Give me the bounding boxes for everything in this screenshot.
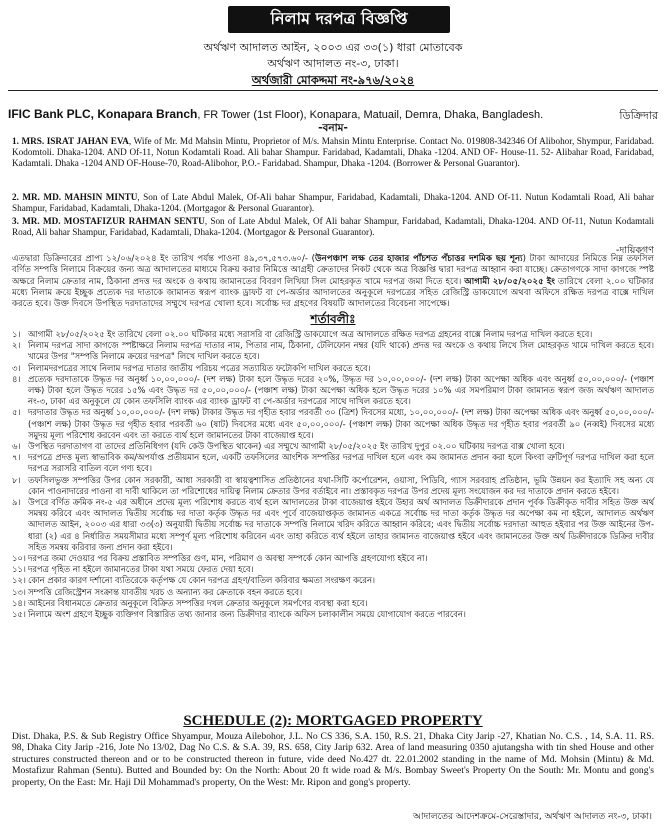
term-item — [12, 329, 654, 340]
term-text: দরপত্র গৃহিত না হইলে জামানতের টাকা যথা সময়ে ফেরত দেয়া হবে। — [28, 564, 254, 575]
term-text: দরপত্র জমা দেওয়ার পর বিক্রয় প্রস্তাবিত সম্পত্তির গুণ, মান, পরিমাণ ও অবস্থা সম্পর্কে কোন আপত্তি গ্রহণযোগ্য হইবে না। — [28, 553, 428, 564]
term-number: ১৫। — [12, 609, 26, 620]
defendant-details: , Son of Late Abdul Malek, Of Ali bahar Shampur, Faridabad, Kadamtali, Dhaka-1204. AND Of-11, Nutun Kodamtali Road, Ali bahar Shampur, Faridabad, Kadamtali, Dhaka-1204. (Mortgagor & Personal Guarantor). — [12, 216, 655, 237]
term-text: আগামী ২৮/০৫/২০২৫ ইং তারিখে বেলা ০২.০০ ঘটিকার মধ্যে সরাসরি বা রেজিস্ট্রি ডাকযোগে অত্র আদালতে রক্ষিত দরপত্র গ্রহনের বাক্সে নিলাম দরপত্র দাখিল করতে হবে। — [28, 329, 593, 339]
term-text: সম্পত্তি রেজিস্ট্রেশন সংক্রান্ত যাবতীয় খরচ ও অন্যান্য কর ক্রেতাকে বহন করতে হবে। — [28, 586, 303, 597]
term-item — [12, 441, 654, 452]
auction-notice — [8, 6, 658, 825]
term-number: ৬। — [12, 441, 21, 452]
defendant-name: MR. MD. MOSTAFIZUR RAHMAN SENTU — [22, 216, 205, 226]
intro-part: এতদ্বারা ডিক্রিদারের প্রাপ্য ১২/০৬/২০২৪ ইং তারিখ পর্যন্ত পাওনা ৪৯,৩৭,৫৭৩.৬০/- ( — [12, 254, 315, 264]
court-line: অর্থঋণ আদালত নং-৩, ঢাকা। — [267, 57, 399, 70]
intro-paragraph — [12, 254, 654, 310]
term-number: ১২। — [12, 575, 26, 586]
term-item — [12, 609, 654, 620]
law-line: অর্থঋণ আদালত আইন, ২০০৩ এর ৩৩(১) ধারা মোতাবেক — [203, 41, 463, 54]
term-text: দরদাতার উদ্ধৃত দর অনুর্ধ্ব ১০,০০,০০০/- (দশ লক্ষ) টাকার উদ্ধৃত দর গৃহীত হবার পরবর্তী ৩০ (ত্রিশ) দিবসের মধ্যে, ১০,০০,০০০/- (দশ লক্ষ) টাকা অপেক্ষা অধিক এবং অনুর্ধ্ব ৫০,০০,০০০/- (পঞ্চাশ লক্ষ) টাকা উদ্ধৃত দর গৃহীত হবার পরবর্তী ৬০ (ষাট) দিবসের মধ্যে এবং ৫০,০০,০০০/- (পঞ্চাশ লক্ষ) টাকা অপেক্ষা অধিক উদ্ধৃত দর গৃহীত হবার পরবর্তী ৯০ (নব্বই) দিবসের মধ্যে সমুদয় মূল্য পরিশোধ করবেন এবং তা করতে ব্যর্থ হলে জামানতের টাকা বাজেয়াপ্ত হবে। — [28, 407, 654, 440]
term-item — [12, 497, 654, 553]
notice-title: নিলাম দরপত্র বিজ্ঞপ্তি — [228, 6, 450, 33]
term-number: ১৩। — [12, 586, 26, 597]
term-number: ১। — [12, 329, 21, 339]
term-item — [12, 598, 654, 609]
term-number: ১০। — [12, 553, 26, 564]
term-text: নিলামদরপত্রের সাথে নিলাম দরপত্র দাতার জাতীয় পরিচয় পত্রের সত্যায়িত ফটোকপি দাখিল করতে হবে। — [28, 362, 371, 373]
term-item — [12, 587, 654, 598]
term-number: ৭। — [12, 452, 21, 463]
term-number: ৪। — [12, 373, 21, 384]
defendant-name: MRS. ISRAT JAHAN EVA — [21, 136, 129, 146]
term-number: ৮। — [12, 474, 21, 485]
term-text: নিলাম দরপত্র সাদা কাগজে স্পষ্টাক্ষরে নিলাম দরপত্র দাতার নাম, পিতার নাম, ঠিকানা, টেলিফোন নম্বর (যদি থাকে) প্রদত্ত দর অংকে ও কথায় লিখে সিল মোহরকৃত খামে দাখিল করতে হবে। খামের উপর "সম্পত্তি নিলামে ক্রয়ের দরপত্র" লিখে দাখিল করতে হবে। — [28, 340, 654, 362]
defendant-2 — [12, 192, 654, 214]
defendant-number: 3. — [12, 216, 19, 226]
term-item — [12, 452, 654, 474]
defendant-number: 2. — [12, 192, 19, 202]
intro-part: তারিখে বেলা ২.০০ ঘটিকার মধ্যে নিলাম ক্রয়ে ইচ্ছুক প্রত্যেক দর দাতাকে জামানত স্বরূপ ব্যাংক ড্রাফট বা পে-অর্ডার আদালতের অনুকূলে দরপত্রের সহিত রেজিস্ট্রি ডাকযোগে অথবা অফিসে রক্ষিত দরপত্র বাক্সে দাখিল করতে হবে। উক্ত দিবসে উপস্থিত দরদাতাদের সম্মুখে দরপত্র খোলা হবে। সর্বোচ্চ দর গ্রহণের বিষয়টি আদালতের বিবেচনা সাপেক্ষে। — [12, 276, 654, 310]
term-text: উপস্থিত দরদাতাগণ বা তাদের প্রতিনিধিগণ (যদি কেউ উপস্থিত থাকেন) এর সম্মুখে আগামী ২৮/০৫/২০২৫ ইং তারিখ দুপুর ০২.০০ ঘটিকায় দরপত্র বাক্স খোলা হবে। — [28, 441, 565, 452]
defendant-number: 1. — [12, 136, 19, 146]
term-text: প্রত্যেক দরদাতাকে উদ্ধৃত দর অনুর্ধ্ব ১০,০০,০০০/- (দশ লক্ষ) টাকা হলে উদ্ধৃত দরের ২০%, উদ্ধৃত দর ১০,০০,০০০/- (দশ লক্ষ) টাকা অপেক্ষা অধিক এবং অনুর্ধ্ব ৫০,০০,০০০/- (পঞ্চাশ লক্ষ) টাকা হলে উদ্ধৃত দরের ১৫% এবং উদ্ধৃত দর ৫০,০০,০০০/- (পঞ্চাশ লক্ষ) টাকা অপেক্ষা অধিক হলে উদ্ধৃত দরের ১০% এর সমপরিমাণ টাকা জামানত স্বরূপ জজ অর্থঋণ আদালত নং-৩, ঢাকা এর অনুকূলে যে কোন তফসিলি ব্যাংক এর ব্যাংক ড্রাফট বা পে-অর্ডার দরপত্রের সাথে দাখিল করতে হবে। — [28, 373, 654, 407]
term-item — [12, 564, 654, 575]
defendant-details: , Son of Late Abdul Malek, Of-Ali bahar Shampur, Faridabad, Kadamtali, Dhaka-1204. AND Of-11. Nutun Kodamtali Road, Ali bahar Shampur, Faridabad, Kadamtali, Dhaka-1204. (Mortgagor & Personal Guarantor). — [12, 192, 655, 213]
term-text: আইনের বিধানমতে ক্রেতার অনুকূলে বিক্রিত সম্পত্তির দখল ক্রেতার অনুকূলে সমর্পণের ব্যবস্থা করা হবে। — [28, 597, 368, 608]
divider — [8, 90, 658, 91]
plaintiff-bank: IFIC Bank PLC, Konapara Branch — [8, 107, 198, 121]
term-number: ১৪। — [12, 597, 26, 608]
term-number: ৫। — [12, 407, 21, 418]
term-item — [12, 363, 654, 374]
term-item — [12, 575, 654, 586]
amount-in-words: উনপঞ্চাশ লক্ষ তের হাজার পাঁচশত পঁচাত্তর দশমিক ছয় শূন্য — [314, 254, 523, 264]
defendant-1 — [12, 136, 654, 169]
plaintiff-address: , FR Tower (1st Floor), Konapara, Matuail, Demra, Dhaka, Bangladesh. — [197, 109, 544, 121]
schedule-text: Dist. Dhaka, P.S. & Sub Registry Office Shyampur, Mouza Ailebohor, J.L. No CS 336, S.A. 150, R.S. 21, Dhaka City Jarip -27, Khatian No. C.S. , 14, S.A. 11. RS. 98, Dhaka City Jarip -216, Jote No 13/02, Dag No C.S. & S.A. 39, RS. 658, City Jarip 632. Area of land measuring 0350 ajutangsha with tin shed House and other structures constructed thereon and or to be constructed thereon in future, vide deed No.427 dt. 22.01.2002 standing in the name of Md. Mohsin (Mintu) & Md. Mostafizur Rahman (Sentu). Butted and Bounded by: On the North: About 20 ft wide road & M/s. Bombay Sweet's Property On the South: Mr. Montu and gong's property, On the East: Mr. Haji Dil Mohammad's property, On the West: Mr. Ripon and gong's property. — [12, 731, 654, 788]
term-text: কোন প্রকার কারণ দর্শানো ব্যতিরেকে কর্তৃপক্ষ যে কোন দরপত্র গ্রহণ/বাতিল করিবার ক্ষমতা সংরক্ষণ করেন। — [28, 575, 375, 586]
versus-label: -বনাম- — [318, 122, 348, 134]
term-item — [12, 553, 654, 564]
footer-signature: আদালতের আদেশক্রমে-সেরেস্তাদার, অর্থঋণ আদালত নং-৩, ঢাকা। — [413, 812, 652, 822]
term-item — [12, 374, 654, 408]
terms-title: শর্তাবলীঃ — [310, 312, 356, 326]
term-number: ২। — [12, 340, 21, 351]
term-item — [12, 340, 654, 362]
term-text: নিলামে অংশ গ্রহণে ইচ্ছুক ব্যক্তিগণ বিস্তারিত তথ্য জানার জন্য ডিক্রীদার ব্যাংকে অফিস চলাকালীন সময়ে যোগাযোগ করতে পারবেন। — [28, 609, 466, 620]
term-text: দরপত্রে প্রদত্ত মূল্য স্বাভাবিক কম/অপর্যাপ্ত প্রতীয়মান হলে, একটি তফসিলের আংশিক সম্পত্তির দরপত্র দাখিল হলে এবং কম জামানত প্রদান করা হলে কিংবা ত্রুটিপূর্ণ দরপত্র দাখিল করা হলে দরপত্র সরাসরি বাতিল বলে গণ্য হবে। — [28, 452, 654, 474]
defendant-name: MR. MD. MAHSIN MINTU — [22, 192, 138, 202]
term-number: ১১। — [12, 564, 26, 575]
term-text: উপরে বর্ণিত ক্রমিক নং-৫ এর অধীনে প্রদেয় মূল্য পরিশোধ করতে ব্যর্থ হলে আদালতের টাকা বাজেয়াপ্ত হইবে উহার অর্থ আদালত ডিক্রীদারকে প্রদান পূর্বক ডিক্রীকৃত দাবীর সহিত উক্ত অর্থ সমন্বয় করিবে এবং আদালত দ্বিতীয় সর্বোচ্চ দর দাতা কর্তৃক উদ্ধৃত দর এবং পূর্বে বাজেয়াপ্তকৃত জামানত একত্রে সর্বোচ্চ দর দাতা কর্তৃক উদ্ধৃত দর অপেক্ষা কম না হইলে, আদালত অর্থঋণ আদালত আইন, ২০০৩ এর ধারা ৩৩(৩) অনুযায়ী দ্বিতীয় সর্বোচ্চ দর দাতাকে সম্পত্তি নিলামে খরিদ করিতে আহ্বান করিবে; এবং দ্বিতীয় সর্বোচ্চ দরদাতা আহুত হইবার পর উক্ত আইনের উপ-ধারা (২) এর ৪ নির্ধারিত সময়সীমার মধ্যে সম্পূর্ণ মূল্য পরিশোধ করিবেন এবং তাহা করিতে ব্যর্থ হইলে তাহার জামানত বাজেয়াপ্ত হইবে এবং জামানতের উক্ত অর্থ ডিক্রীদারকে ডিক্রির দাবীর সহিত সমন্বয় করিবার জন্য প্রদান করা হইবে। — [28, 497, 654, 552]
term-number: ৯। — [12, 497, 21, 508]
term-text: তফসিলভুক্ত সম্পত্তির উপর কোন সরকারী, আধা সরকারী বা স্বায়ত্বশাসিত প্রতিষ্ঠানের যথা-সিটি কর্পোরেশন, ওয়াসা, পিডিবি, গ্যাস সরবরাহ প্রতিষ্ঠান, ভূমি উন্নয়ন কর ইত্যাদি সহ অন্য যে কোন পাওনাদারের পাওনা বা দাবী থাকিলে তা পরিশোধের দায়িত্ব নিলাম ক্রেতার উপর বর্তাইবে না। প্রস্তাবকৃত দরপত্র উপর প্রদেয় মূল্য সংযোজন কর দর দাতাকে প্রদান করতে হইবে। — [28, 474, 654, 496]
defendant-details: , Wife of Mr. Md Mahsin Mintu, Proprietor of M/s. Mahsin Mintu Enterprise. Contact No. 019808-342346 Of Alibohor, Shympur, Faridabad. Kodomtoli. Dhaka-1204. AND Of-11, Notun Kodamtali Road. Ali bahar Shampur. Faridabad, Kadamtali, Dhaka -1204. AND OF- House-11. 52- Alibahar Road, Faridabad, Kadamtali. Dhaka -1204 AND OF-House-70, Road-Alibohor, P.O.- Faridabad. Shampur, Dhaka -1204. (Borrower & Personal Guarantor). — [12, 136, 655, 168]
term-item — [12, 407, 654, 441]
case-number: অর্থজারী মোকদ্দমা নং-৯৭৬/২০২৪ — [251, 73, 415, 87]
tender-date: আগামী ২৮/০৫/২০২৫ ইং — [464, 276, 555, 287]
term-number: ৩। — [12, 362, 21, 373]
terms-list — [12, 329, 654, 620]
decree-holder-tag: ডিক্রিদার — [619, 110, 658, 122]
schedule-title: SCHEDULE (2): MORTGAGED PROPERTY — [183, 713, 483, 729]
defendants-tag: -দায়িকগণ — [615, 245, 654, 256]
defendant-3 — [12, 216, 654, 238]
term-item — [12, 475, 654, 497]
intro-part: ) টাকা আদায়ের নিমিত্তে নিম্ন তফসিল বর্ণিত সম্পত্তি নিলামে বিক্রয়ের জন্য অত্র আদালতের মাধ্যমে বিক্রয় করার নিমিত্তে আগ্রহী ক্রেতাদের নিকট থেকে অত্র বিজ্ঞপ্তি দ্বারা দরপত্র আহ্বান করা যাচ্ছে। ক্রেতাগণকে সাদা কাগজে স্পষ্ট অক্ষরে নিলাম ক্রেতার নাম, ঠিকানা প্রদত্ত দর অংকে ও কথায় জামানতের বিবরণ লিখিয়া সিল মোহরকৃত খামে দরপত্র জমা দিতে হবে। — [12, 254, 654, 287]
